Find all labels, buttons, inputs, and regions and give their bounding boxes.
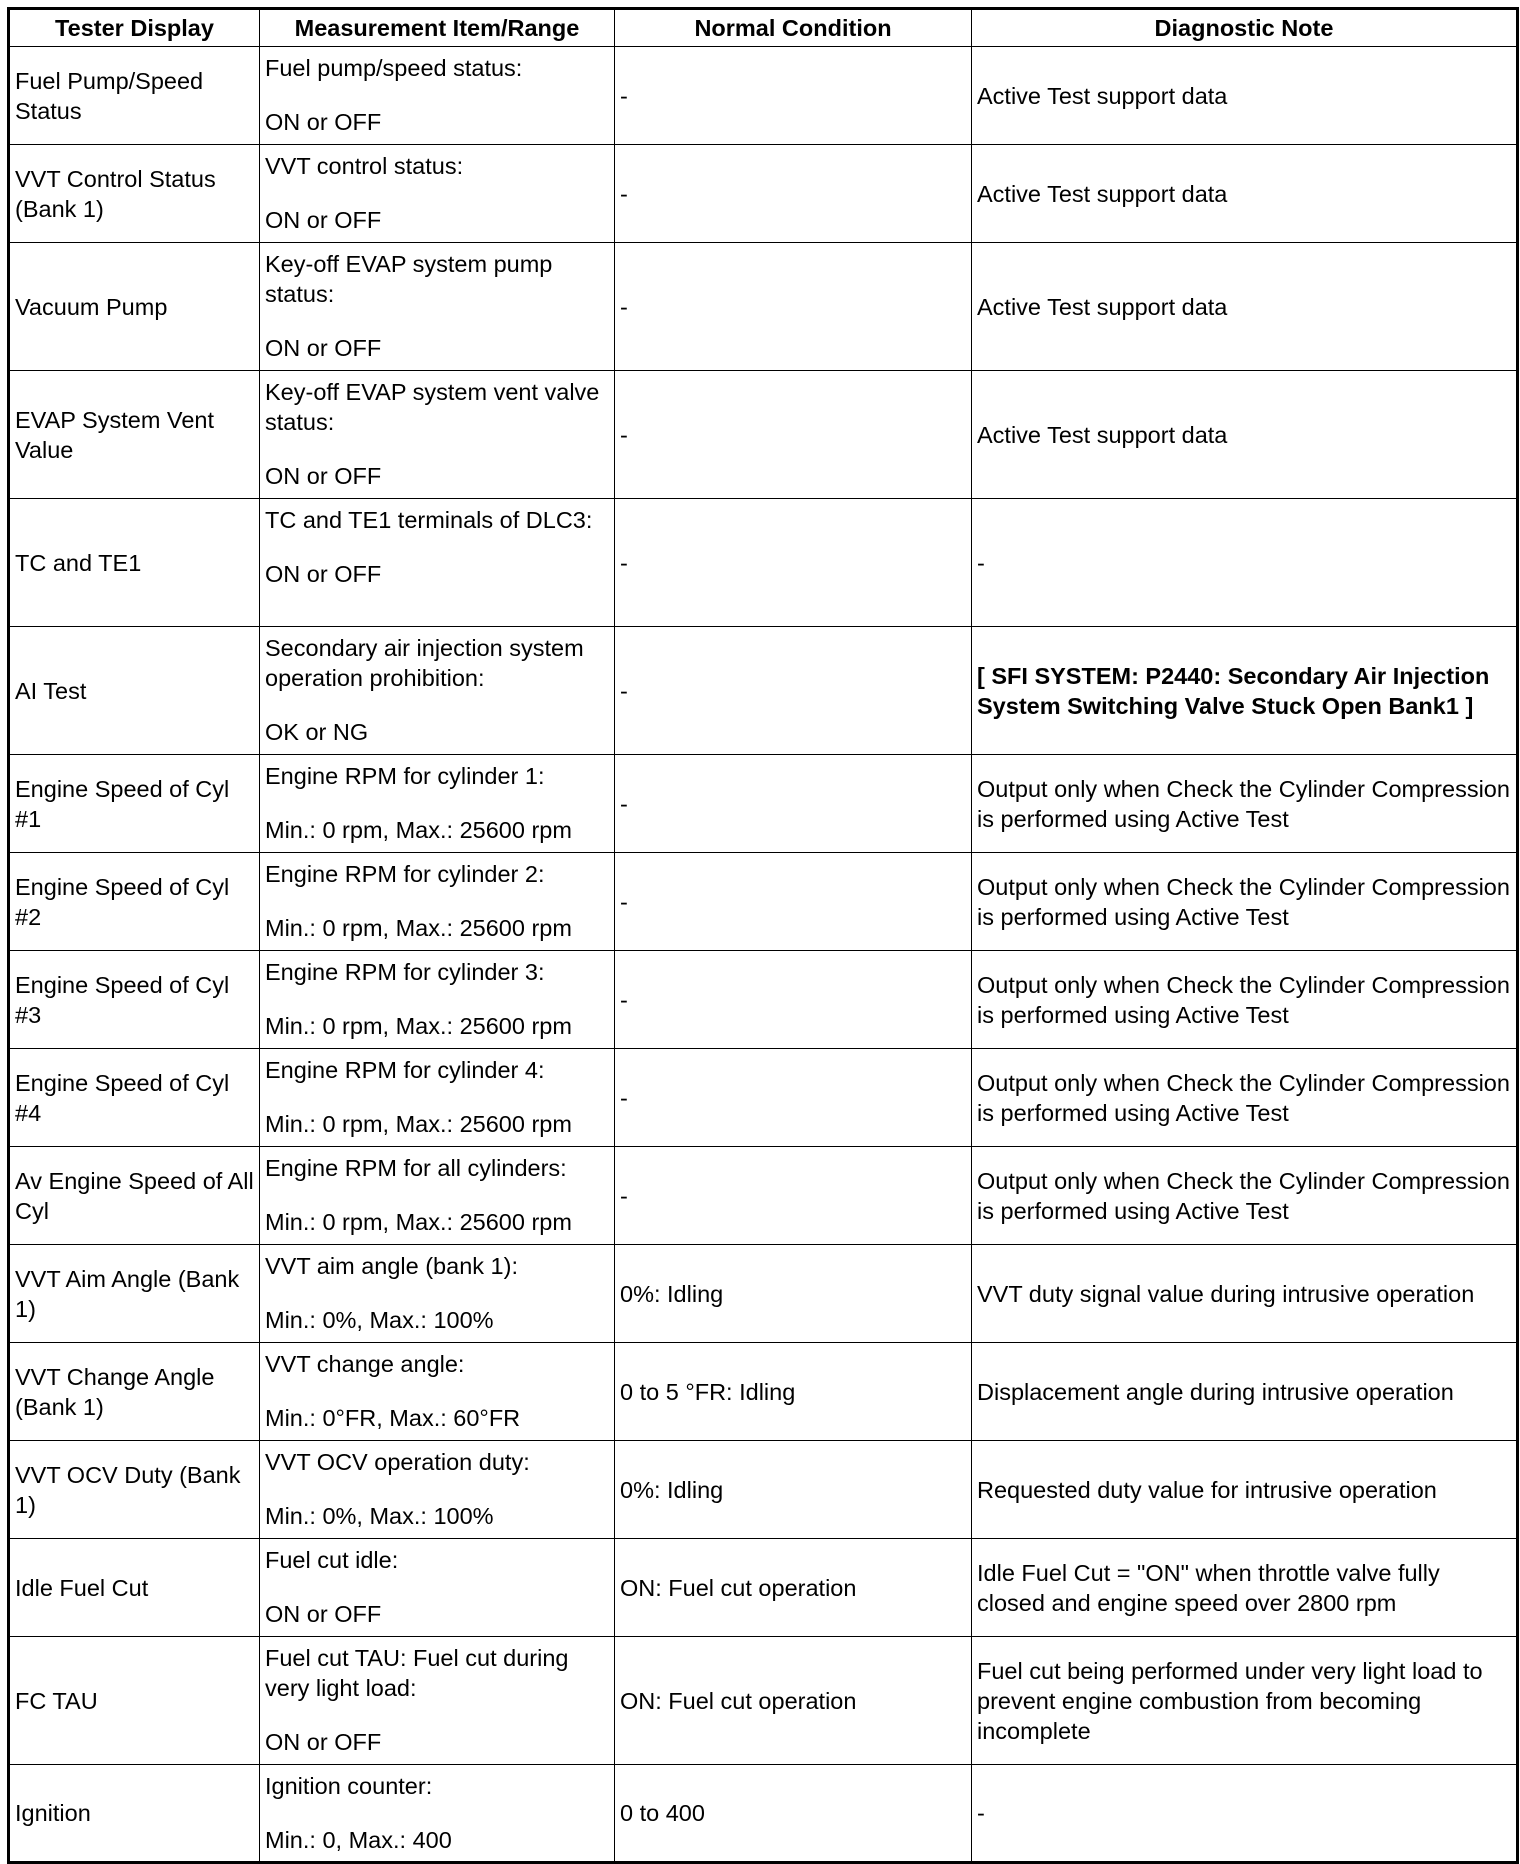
range-spacer [265,535,609,559]
range-spacer [265,1477,609,1501]
tester-display-cell: AI Test [9,627,260,755]
range-spacer [265,1379,609,1403]
tester-display-cell: Engine Speed of Cyl #2 [9,853,260,951]
measurement-item-label: Key-off EVAP system vent valve status: [265,379,600,435]
diagnostic-note-cell: Active Test support data [972,145,1518,243]
measurement-item-label: Engine RPM for cylinder 2: [265,861,545,887]
table-row [9,145,1518,243]
table-row [9,243,1518,371]
measurement-item-label: VVT change angle: [265,1351,465,1377]
measurement-range-value: Min.: 0%, Max.: 100% [265,1307,494,1333]
measurement-range-value: Min.: 0 rpm, Max.: 25600 rpm [265,817,572,843]
measurement-range-cell [260,627,615,755]
diagnostic-note-cell: Output only when Check the Cylinder Compression is performed using Active Test [972,1049,1518,1147]
measurement-item-label: Engine RPM for all cylinders: [265,1155,567,1181]
measurement-item-label: Engine RPM for cylinder 4: [265,1057,545,1083]
table-row [9,371,1518,499]
range-spacer [265,83,609,107]
measurement-range-cell [260,243,615,371]
measurement-range-value: Min.: 0 rpm, Max.: 25600 rpm [265,1013,572,1039]
tester-display-cell: EVAP System Vent Value [9,371,260,499]
tester-display-cell: Av Engine Speed of All Cyl [9,1147,260,1245]
measurement-range-cell [260,1343,615,1441]
range-spacer [265,693,609,717]
measurement-range-cell [260,951,615,1049]
measurement-item-label: TC and TE1 terminals of DLC3: [265,507,593,533]
range-spacer [265,1183,609,1207]
header-diagnostic-note: Diagnostic Note [972,9,1518,47]
normal-condition-cell: 0 to 400 [615,1765,972,1863]
measurement-range-cell [260,499,615,627]
range-spacer [265,1281,609,1305]
measurement-range-cell [260,371,615,499]
header-tester-display: Tester Display [9,9,260,47]
measurement-range-value: ON or OFF [265,335,382,361]
tester-display-cell: Fuel Pump/Speed Status [9,47,260,145]
measurement-range-value: ON or OFF [265,1729,382,1755]
table-body [9,47,1518,1863]
diagnostic-note-cell: [ SFI SYSTEM: P2440: Secondary Air Injection System Switching Valve Stuck Open Bank1 ] [972,627,1518,755]
measurement-range-value: Min.: 0, Max.: 400 [265,1827,452,1853]
measurement-range-value: Min.: 0°FR, Max.: 60°FR [265,1405,521,1431]
range-spacer [265,309,609,333]
table-row [9,1049,1518,1147]
measurement-range-cell [260,145,615,243]
range-spacer [265,1801,609,1825]
diagnostic-note-cell: Idle Fuel Cut = "ON" when throttle valve fully closed and engine speed over 2800 rpm [972,1539,1518,1637]
tester-display-cell: Engine Speed of Cyl #4 [9,1049,260,1147]
normal-condition-cell: 0 to 5 °FR: Idling [615,1343,972,1441]
range-spacer [265,181,609,205]
tester-display-cell: FC TAU [9,1637,260,1765]
table-row [9,499,1518,627]
measurement-item-label: VVT aim angle (bank 1): [265,1253,518,1279]
header-row [9,9,1518,47]
diagnostic-note-cell: - [972,1765,1518,1863]
measurement-item-label: Key-off EVAP system pump status: [265,251,553,307]
header-measurement-item: Measurement Item/Range [260,9,615,47]
range-spacer [265,437,609,461]
diagnostic-note-cell: VVT duty signal value during intrusive operation [972,1245,1518,1343]
range-spacer [265,889,609,913]
normal-condition-cell: - [615,243,972,371]
diagnostic-note-cell: Displacement angle during intrusive operation [972,1343,1518,1441]
diagnostic-note-cell: - [972,499,1518,627]
table-row [9,1245,1518,1343]
measurement-item-label: VVT control status: [265,153,464,179]
table-row [9,1441,1518,1539]
measurement-item-label: VVT OCV operation duty: [265,1449,530,1475]
normal-condition-cell: - [615,1147,972,1245]
measurement-range-cell [260,47,615,145]
measurement-item-label: Engine RPM for cylinder 1: [265,763,545,789]
diagnostic-note-cell: Output only when Check the Cylinder Compression is performed using Active Test [972,755,1518,853]
measurement-range-cell [260,853,615,951]
normal-condition-cell: ON: Fuel cut operation [615,1539,972,1637]
tester-display-cell: Engine Speed of Cyl #1 [9,755,260,853]
measurement-item-label: Fuel cut idle: [265,1547,399,1573]
measurement-range-value: ON or OFF [265,109,382,135]
range-spacer [265,1575,609,1599]
normal-condition-cell: - [615,627,972,755]
measurement-item-label: Engine RPM for cylinder 3: [265,959,545,985]
measurement-range-cell [260,755,615,853]
normal-condition-cell: 0%: Idling [615,1441,972,1539]
data-monitor-table [7,7,1519,1864]
measurement-range-value: Min.: 0 rpm, Max.: 25600 rpm [265,915,572,941]
table-row [9,1343,1518,1441]
measurement-item-label: Ignition counter: [265,1773,433,1799]
tester-display-cell: VVT Control Status (Bank 1) [9,145,260,243]
measurement-range-value: ON or OFF [265,463,382,489]
tester-display-cell: Ignition [9,1765,260,1863]
measurement-range-value: ON or OFF [265,561,382,587]
measurement-range-cell [260,1245,615,1343]
diagnostic-note-cell: Output only when Check the Cylinder Compression is performed using Active Test [972,1147,1518,1245]
normal-condition-cell: - [615,145,972,243]
normal-condition-cell: - [615,853,972,951]
normal-condition-cell: ON: Fuel cut operation [615,1637,972,1765]
table-row [9,47,1518,145]
normal-condition-cell: - [615,1049,972,1147]
tester-display-cell: Engine Speed of Cyl #3 [9,951,260,1049]
table-row [9,1637,1518,1765]
table-row [9,1765,1518,1863]
tester-display-cell: VVT Aim Angle (Bank 1) [9,1245,260,1343]
measurement-range-value: ON or OFF [265,1601,382,1627]
table-row [9,1147,1518,1245]
tester-display-cell: VVT OCV Duty (Bank 1) [9,1441,260,1539]
measurement-item-label: Secondary air injection system operation prohibition: [265,635,584,691]
tester-display-cell: Idle Fuel Cut [9,1539,260,1637]
diagnostic-note-cell: Output only when Check the Cylinder Compression is performed using Active Test [972,853,1518,951]
measurement-range-value: Min.: 0 rpm, Max.: 25600 rpm [265,1111,572,1137]
normal-condition-cell: - [615,371,972,499]
table-row [9,853,1518,951]
normal-condition-cell: - [615,499,972,627]
measurement-range-cell [260,1765,615,1863]
measurement-range-value: ON or OFF [265,207,382,233]
table-row [9,1539,1518,1637]
measurement-item-label: Fuel cut TAU: Fuel cut during very light load: [265,1645,569,1701]
diagnostic-note-cell: Active Test support data [972,243,1518,371]
normal-condition-cell: 0%: Idling [615,1245,972,1343]
range-spacer [265,1703,609,1727]
table-row [9,951,1518,1049]
diagnostic-note-cell: Fuel cut being performed under very light load to prevent engine combustion from becoming incomplete [972,1637,1518,1765]
tester-display-cell: VVT Change Angle (Bank 1) [9,1343,260,1441]
diagnostic-note-cell: Requested duty value for intrusive operation [972,1441,1518,1539]
measurement-range-cell [260,1539,615,1637]
range-spacer [265,1085,609,1109]
diagnostic-note-cell: Output only when Check the Cylinder Compression is performed using Active Test [972,951,1518,1049]
measurement-range-value: Min.: 0%, Max.: 100% [265,1503,494,1529]
diagnostic-note-cell: Active Test support data [972,47,1518,145]
normal-condition-cell: - [615,47,972,145]
normal-condition-cell: - [615,755,972,853]
range-spacer [265,987,609,1011]
measurement-range-cell [260,1637,615,1765]
measurement-range-value: Min.: 0 rpm, Max.: 25600 rpm [265,1209,572,1235]
measurement-range-cell [260,1049,615,1147]
table-row [9,627,1518,755]
measurement-range-cell [260,1147,615,1245]
header-normal-condition: Normal Condition [615,9,972,47]
table-row [9,755,1518,853]
measurement-range-cell [260,1441,615,1539]
measurement-range-value: OK or NG [265,719,369,745]
diagnostic-note-cell: Active Test support data [972,371,1518,499]
tester-display-cell: Vacuum Pump [9,243,260,371]
normal-condition-cell: - [615,951,972,1049]
range-spacer [265,791,609,815]
tester-display-cell: TC and TE1 [9,499,260,627]
measurement-item-label: Fuel pump/speed status: [265,55,523,81]
